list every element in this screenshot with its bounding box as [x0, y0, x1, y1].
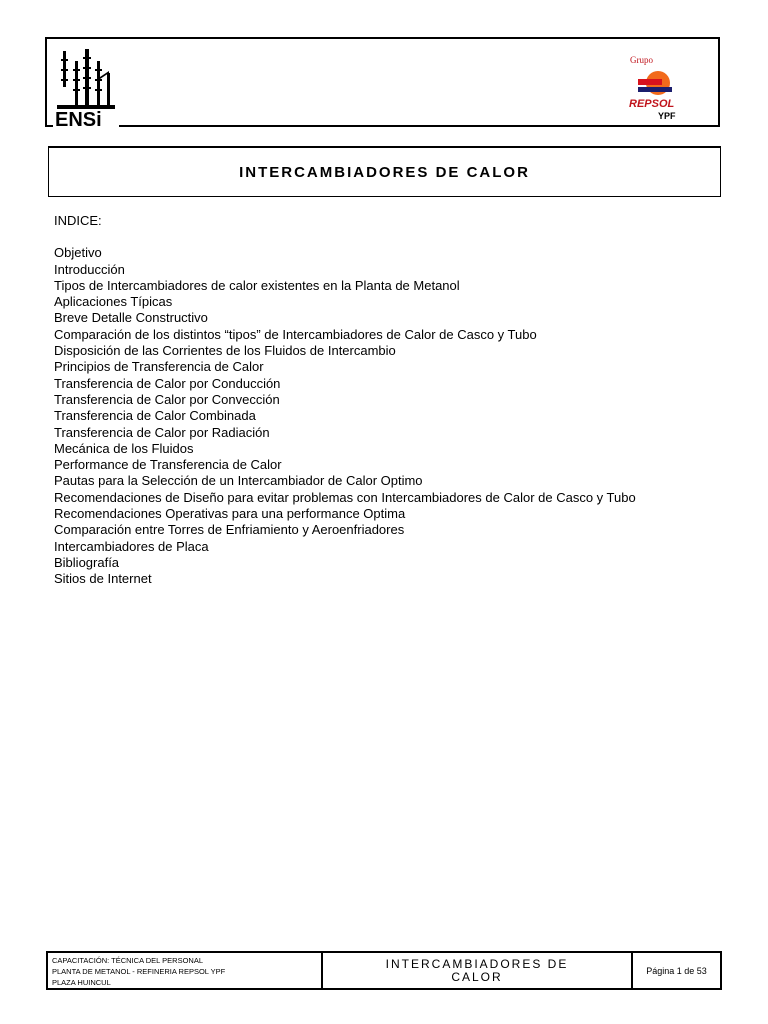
footer-organization	[48, 953, 323, 988]
repsol-ypf-logo	[622, 51, 694, 123]
index-item: Intercambiadores de Placa	[54, 538, 209, 554]
footer-title	[323, 953, 633, 988]
index-item: Mecánica de los Fluidos	[54, 440, 194, 456]
page-footer	[46, 951, 722, 990]
index-item: Introducción	[54, 261, 125, 277]
svg-text:Grupo: Grupo	[630, 55, 653, 65]
index-item: Principios de Transferencia de Calor	[54, 359, 264, 375]
svg-text:YPF: YPF	[658, 111, 676, 121]
index-item: Comparación entre Torres de Enfriamiento y Aeroenfriadores	[54, 522, 405, 538]
footer-line: PLANTA DE METANOL - REFINERIA REPSOL YPF	[52, 967, 226, 976]
page-number	[633, 953, 720, 988]
index-item: Transferencia de Calor por Convección	[54, 391, 280, 407]
index-item: Bibliografía	[54, 554, 120, 570]
index-item: Performance de Transferencia de Calor	[54, 457, 282, 473]
index-item: Aplicaciones Típicas	[54, 294, 173, 310]
index-item: Recomendaciones de Diseño para evitar problemas con Intercambiadores de Calor de Casco y Tubo	[54, 489, 636, 505]
index-item: Tipos de Intercambiadores de calor existentes en la Planta de Metanol	[54, 277, 460, 293]
document-title: INTERCAMBIADORES DE CALOR	[239, 163, 530, 181]
index-item: Pautas para la Selección de un Intercambiador de Calor Optimo	[54, 473, 423, 489]
index-item: Comparación de los distintos “tipos” de Intercambiadores de Calor de Casco y Tubo	[54, 326, 537, 342]
index-list	[54, 245, 734, 587]
index-item: Transferencia de Calor por Radiación	[54, 424, 270, 440]
index-label: INDICE:	[54, 213, 102, 228]
footer-title-line: INTERCAMBIADORES DE	[385, 956, 569, 971]
footer-line: CAPACITACIÓN: TÉCNICA DEL PERSONAL	[52, 956, 204, 965]
index-item: Objetivo	[54, 245, 102, 261]
index-section	[54, 213, 734, 588]
index-item: Breve Detalle Constructivo	[54, 310, 208, 326]
index-item: Sitios de Internet	[54, 571, 152, 587]
footer-title-line: CALOR	[451, 969, 503, 984]
index-item: Recomendaciones Operativas para una performance Optima	[54, 506, 406, 522]
index-item: Disposición de las Corrientes de los Fluidos de Intercambio	[54, 343, 396, 359]
ensi-logo	[53, 47, 119, 127]
document-title-box	[48, 146, 721, 197]
svg-text:ENSi: ENSi	[55, 109, 102, 127]
footer-line: PLAZA HUINCUL	[52, 978, 111, 987]
svg-text:REPSOL: REPSOL	[629, 98, 675, 110]
page-number-text: Página 1 de 53	[646, 965, 707, 976]
index-item: Transferencia de Calor Combinada	[54, 408, 256, 424]
page-header	[45, 37, 720, 127]
index-item: Transferencia de Calor por Conducción	[54, 375, 281, 391]
